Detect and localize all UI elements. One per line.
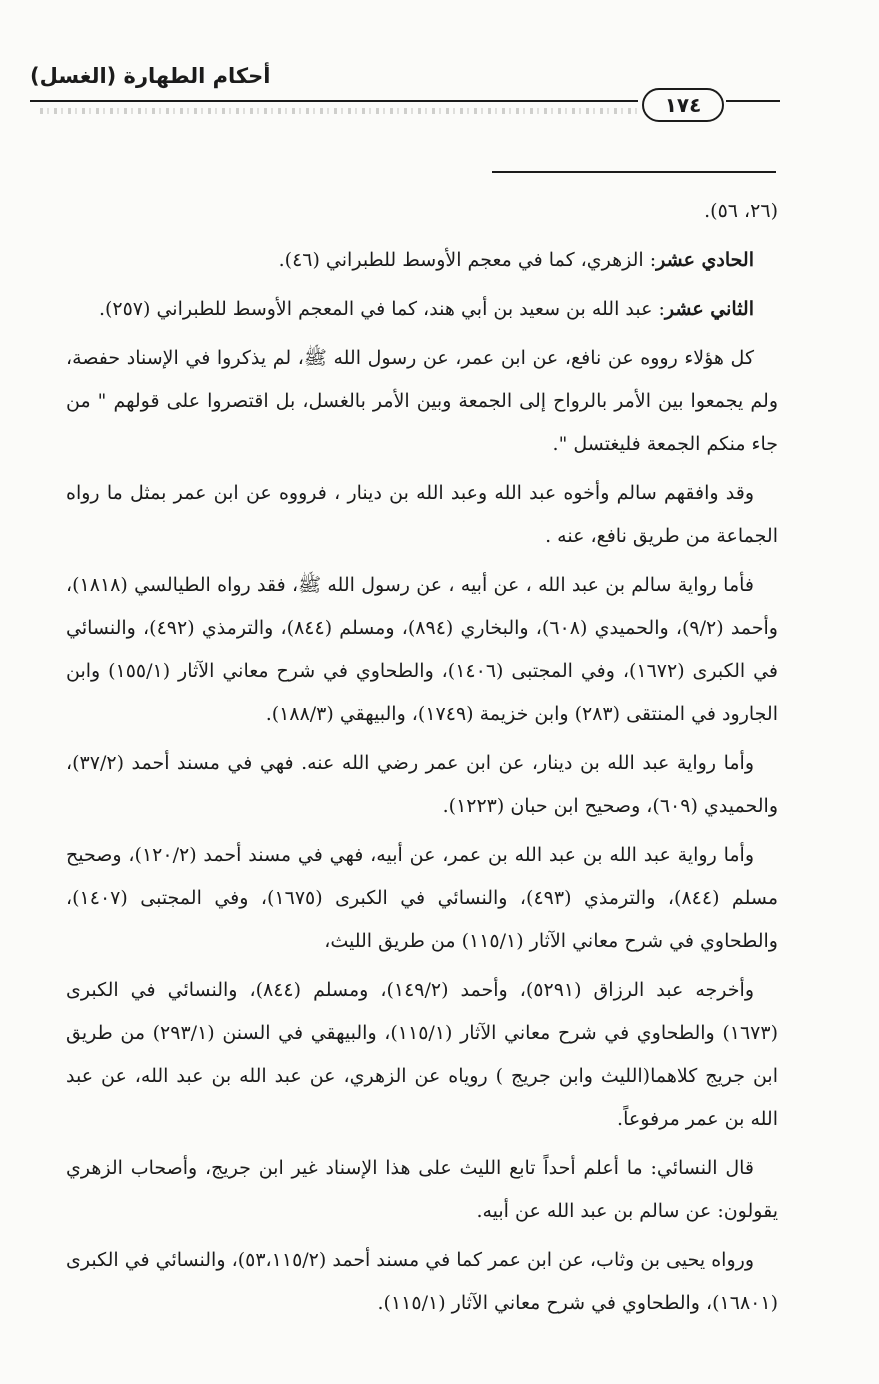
page-number: ١٧٤	[642, 88, 724, 122]
header-rule-right	[726, 100, 780, 102]
paragraph	[66, 288, 778, 331]
item-label: الثاني عشر	[664, 298, 754, 320]
paragraph: (٢٦، ٥٦).	[704, 200, 778, 222]
paragraph: وقد وافقهم سالم وأخوه عبد الله وعبد الله بن دينار ، فرووه عن ابن عمر بمثل ما رواه الجماعة من طريق نافع، عنه .	[66, 482, 778, 547]
footnote-separator	[492, 171, 776, 173]
item-text: : عبد الله بن سعيد بن أبي هند، كما في المعجم الأوسط للطبراني (٢٥٧).	[98, 298, 665, 320]
header-title: أحكام الطهارة (الغسل)	[30, 64, 271, 88]
paragraph: كل هؤلاء رووه عن نافع، عن ابن عمر، عن رسول الله ﷺ، لم يذكروا في الإسناد حفصة، ولم يجمعوا بين الأمر بالرواح إلى الجمعة وبين الأمر بالغسل، بل اقتصروا على قولهم " من جاء منكم الجمعة فليغتسل ".	[66, 347, 778, 455]
page-body	[66, 190, 778, 1331]
paragraph: وأما رواية عبد الله بن عبد الله بن عمر، عن أبيه، فهي في مسند أحمد (١٢٠/٢)، وصحيح مسلم (٨٤٤)، والترمذي (٤٩٣)، والنسائي في الكبرى (١٦٧٥)، وفي المجتبى (١٤٠٧)، والطحاوي في شرح معاني الآثار (١١٥/١) من طريق الليث،	[66, 844, 778, 952]
paragraph: فأما رواية سالم بن عبد الله ، عن أبيه ، عن رسول الله ﷺ، فقد رواه الطيالسي (١٨١٨)، وأحمد (٩/٢)، والحميدي (٦٠٨)، والبخاري (٨٩٤)، ومسلم (٨٤٤)، والترمذي (٤٩٢)، والنسائي في الكبرى (١٦٧٢)، وفي المجتبى (١٤٠٦)، والطحاوي في شرح معاني الآثار (١٥٥/١) وابن الجارود في المنتقى (٢٨٣) وابن خزيمة (١٧٤٩)، والبيهقي (١٨٨/٣).	[66, 574, 778, 725]
paragraph: وأما رواية عبد الله بن دينار، عن ابن عمر رضي الله عنه. فهي في مسند أحمد (٣٧/٢)، والحميدي (٦٠٩)، وصحيح ابن حبان (١٢٢٣).	[66, 752, 778, 817]
header-rule-left	[30, 100, 638, 102]
item-text: : الزهري، كما في معجم الأوسط للطبراني (٤٦).	[278, 249, 657, 271]
paragraph: وأخرجه عبد الرزاق (٥٢٩١)، وأحمد (١٤٩/٢)، ومسلم (٨٤٤)، والنسائي في الكبرى (١٦٧٣) والطحاوي في شرح معاني الآثار (١١٥/١)، والبيهقي في السنن (٢٩٣/١) من طريق ابن جريج كلاهما(الليث وابن جريج ) روياه عن الزهري، عن عبد الله بن عبد الله، عن عبد الله بن عمر مرفوعاً.	[66, 979, 778, 1130]
header-scan-noise	[40, 108, 640, 114]
paragraph: ورواه يحيى بن وثاب، عن ابن عمر كما في مسند أحمد (٥٣،١١٥/٢)، والنسائي في الكبرى (١٦٨٠١)، والطحاوي في شرح معاني الآثار (١١٥/١).	[66, 1249, 778, 1314]
paragraph: قال النسائي: ما أعلم أحداً تابع الليث على هذا الإسناد غير ابن جريج، وأصحاب الزهري يقولون: عن سالم بن عبد الله عن أبيه.	[66, 1157, 778, 1222]
paragraph	[66, 239, 778, 282]
item-label: الحادي عشر	[656, 249, 754, 271]
